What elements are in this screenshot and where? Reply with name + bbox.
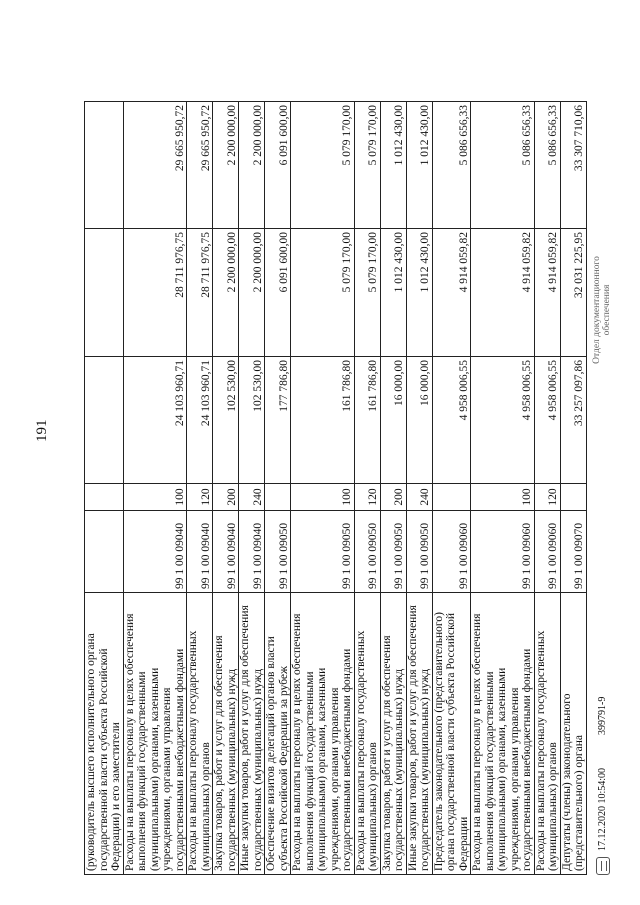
row-value-2: 28 711 976,75 — [123, 229, 187, 357]
row-value-3: 1 012 430,00 — [380, 102, 406, 229]
row-value-1: 33 257 097,86 — [560, 357, 586, 484]
row-value-2: 1 012 430,00 — [380, 229, 406, 357]
row-type: 120 — [187, 484, 213, 511]
row-code — [85, 511, 124, 593]
row-type — [85, 484, 124, 511]
row-type: 100 — [291, 484, 355, 511]
row-type: 240 — [406, 484, 432, 511]
row-value-3: 29 665 950,72 — [187, 102, 213, 229]
row-value-2: 28 711 976,75 — [187, 229, 213, 357]
table-row — [85, 102, 124, 875]
table-row — [123, 102, 187, 875]
row-type: 240 — [239, 484, 265, 511]
row-value-3: 5 079 170,00 — [291, 102, 355, 229]
row-name: Иные закупки товаров, работ и услуг для обеспечения государственных (муниципальных) нужд — [406, 593, 432, 875]
rotated-document — [0, 85, 640, 905]
table-row — [239, 102, 265, 875]
budget-table-body — [85, 102, 587, 875]
row-value-2: 4 914 059,82 — [432, 229, 471, 357]
row-value-3 — [85, 102, 124, 229]
page-number: 191 — [34, 419, 50, 442]
table-row — [471, 102, 535, 875]
table-row — [354, 102, 380, 875]
row-type — [560, 484, 586, 511]
table-row — [406, 102, 432, 875]
row-value-1: 4 958 006,55 — [534, 357, 560, 484]
row-value-1: 16 000,00 — [380, 357, 406, 484]
row-name: Расходы на выплаты персоналу государственных (муниципальных) органов — [534, 593, 560, 875]
row-code: 99 1 00 09060 — [471, 511, 535, 593]
row-value-3: 2 200 000,00 — [213, 102, 239, 229]
row-value-2: 1 012 430,00 — [406, 229, 432, 357]
row-name: Закупка товаров, работ и услуг для обеспечения государственных (муниципальных) нужд — [213, 593, 239, 875]
row-name: Расходы на выплаты персоналу государственных (муниципальных) органов — [354, 593, 380, 875]
row-code: 99 1 00 09040 — [213, 511, 239, 593]
row-value-1 — [85, 357, 124, 484]
table-row — [265, 102, 291, 875]
table-row — [380, 102, 406, 875]
row-value-1: 16 000,00 — [406, 357, 432, 484]
row-name: Иные закупки товаров, работ и услуг для обеспечения государственных (муниципальных) нужд — [239, 593, 265, 875]
row-code: 99 1 00 09050 — [291, 511, 355, 593]
document-stamp-icon — [596, 857, 610, 875]
row-name: Расходы на выплаты персоналу в целях обеспечения выполнения функций государственными (муниципальными) органами, казенными учреждениями, органами управления государственными внебюджетными фондами — [123, 593, 187, 875]
row-code: 99 1 00 09050 — [354, 511, 380, 593]
table-row — [213, 102, 239, 875]
row-name: Обеспечение визитов делегаций органов власти субъекта Российской Федерации за рубеж — [265, 593, 291, 875]
row-code: 99 1 00 09050 — [406, 511, 432, 593]
document-footer — [592, 102, 622, 875]
table-row — [560, 102, 586, 875]
row-value-3: 1 012 430,00 — [406, 102, 432, 229]
table-row — [534, 102, 560, 875]
table-row — [291, 102, 355, 875]
row-type — [265, 484, 291, 511]
row-name: Депутаты (члены) законодательного (представительного) органа — [560, 593, 586, 875]
row-name: Расходы на выплаты персоналу в целях обеспечения выполнения функций государственными (муниципальными) органами, казенными учреждениями, органами управления государственными внебюджетными фондами — [291, 593, 355, 875]
row-value-2: 5 079 170,00 — [354, 229, 380, 357]
row-value-2: 4 914 059,82 — [471, 229, 535, 357]
row-value-3: 29 665 950,72 — [123, 102, 187, 229]
row-code: 99 1 00 09040 — [123, 511, 187, 593]
row-value-3: 5 086 656,33 — [471, 102, 535, 229]
footer-timestamp: 17.12.2020 10:54:00 — [597, 767, 608, 851]
row-name: Председатель законодательного (представительного) органа государственной власти субъекта Российской Федерации — [432, 593, 471, 875]
table-row — [187, 102, 213, 875]
row-value-1: 24 103 960,71 — [187, 357, 213, 484]
row-name: Закупка товаров, работ и услуг для обеспечения государственных (муниципальных) нужд — [380, 593, 406, 875]
row-value-1: 161 786,80 — [354, 357, 380, 484]
row-type: 120 — [354, 484, 380, 511]
row-value-2: 4 914 059,82 — [534, 229, 560, 357]
row-value-3: 33 307 710,06 — [560, 102, 586, 229]
table-row — [432, 102, 471, 875]
row-value-1: 161 786,80 — [291, 357, 355, 484]
row-value-2 — [85, 229, 124, 357]
row-code: 99 1 00 09040 — [239, 511, 265, 593]
row-value-3: 6 091 600,00 — [265, 102, 291, 229]
row-value-3: 2 200 000,00 — [239, 102, 265, 229]
row-value-1: 24 103 960,71 — [123, 357, 187, 484]
row-value-1: 4 958 006,55 — [471, 357, 535, 484]
row-code: 99 1 00 09060 — [534, 511, 560, 593]
row-code: 99 1 00 09070 — [560, 511, 586, 593]
row-value-1: 177 786,80 — [265, 357, 291, 484]
row-name: Расходы на выплаты персоналу государственных (муниципальных) органов — [187, 593, 213, 875]
row-value-2: 2 200 000,00 — [213, 229, 239, 357]
row-type: 120 — [534, 484, 560, 511]
row-value-1: 102 530,00 — [213, 357, 239, 484]
row-name: (руководитель высшего исполнительного органа государственной власти субъекта Российской Федерации) и его заместители — [85, 593, 124, 875]
row-type: 100 — [123, 484, 187, 511]
row-value-2: 32 031 225,95 — [560, 229, 586, 357]
row-value-3: 5 079 170,00 — [354, 102, 380, 229]
row-code: 99 1 00 09040 — [187, 511, 213, 593]
row-type: 200 — [380, 484, 406, 511]
row-code: 99 1 00 09050 — [265, 511, 291, 593]
row-value-2: 5 079 170,00 — [291, 229, 355, 357]
row-value-1: 102 530,00 — [239, 357, 265, 484]
row-type: 200 — [213, 484, 239, 511]
row-type: 100 — [471, 484, 535, 511]
row-value-3: 5 086 656,33 — [432, 102, 471, 229]
footer-doc-id: 399791-9 — [597, 696, 608, 735]
row-value-2: 6 091 600,00 — [265, 229, 291, 357]
row-code: 99 1 00 09050 — [380, 511, 406, 593]
row-value-1: 4 958 006,55 — [432, 357, 471, 484]
row-name: Расходы на выплаты персоналу в целях обеспечения выполнения функций государственными (муниципальными) органами, казенными учреждениями, органами управления государственными внебюджетными фондами — [471, 593, 535, 875]
row-code: 99 1 00 09060 — [432, 511, 471, 593]
budget-table — [84, 101, 587, 875]
department-stamp: Отдел документационного обеспечения — [592, 256, 612, 364]
row-type — [432, 484, 471, 511]
row-value-2: 2 200 000,00 — [239, 229, 265, 357]
row-value-3: 5 086 656,33 — [534, 102, 560, 229]
